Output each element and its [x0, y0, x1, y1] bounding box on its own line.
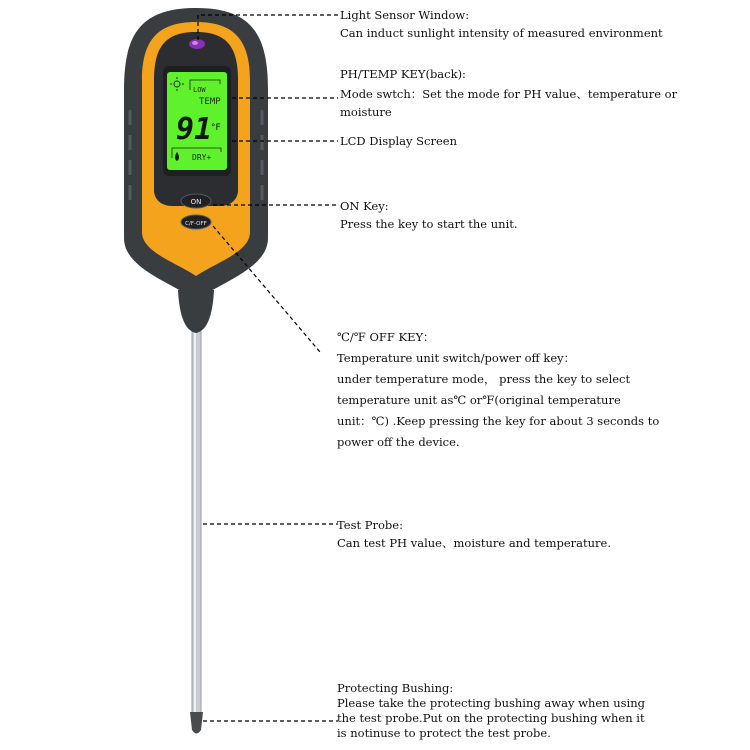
lcd-dry-label: DRY+ — [192, 153, 212, 162]
ph-temp-key-desc-cont: moisture — [340, 105, 392, 119]
cf-off-key-line2: under temperature mode， press the key to select — [337, 372, 631, 386]
ph-temp-key-desc: Mode swtch：Set the mode for PH value、temperature or — [340, 87, 678, 101]
annotation-light-sensor — [340, 6, 663, 42]
ph-temp-key-title: PH/TEMP KEY(back): — [340, 67, 466, 81]
annotation-lcd-screen — [340, 132, 457, 150]
bushing-line1: Please take the protecting bushing away when using — [337, 696, 645, 710]
lcd-low-label: LOW — [193, 86, 206, 94]
annotation-bushing — [337, 681, 645, 741]
lcd-unit: °F — [211, 123, 221, 133]
test-probe — [192, 330, 201, 715]
cf-off-key-line3: temperature unit as℃ or℉(original temperature — [337, 393, 621, 407]
on-key-desc: Press the key to start the unit. — [340, 217, 518, 231]
test-probe-desc: Can test PH value、moisture and temperature. — [337, 536, 612, 550]
cf-off-key-line1: Temperature unit switch/power off key： — [337, 351, 576, 365]
cf-off-key-title: ℃/℉ OFF KEY： — [337, 330, 435, 344]
annotation-on-key — [340, 197, 518, 233]
cf-off-key-line4: unit：℃) .Keep pressing the key for about 3 seconds to — [337, 414, 660, 428]
light-sensor-title: Light Sensor Window: — [340, 8, 470, 22]
on-key-title: ON Key: — [340, 199, 389, 213]
protecting-bushing — [190, 712, 203, 734]
lcd-screen-title: LCD Display Screen — [340, 134, 457, 148]
cf-off-key-line5: power off the device. — [337, 435, 460, 449]
lcd-reading: 91 — [176, 112, 213, 147]
lcd-temp-label: TEMP — [199, 97, 221, 107]
test-probe-title: Test Probe: — [337, 518, 403, 532]
annotation-cf-off-key — [337, 327, 659, 453]
annotation-ph-temp-key — [340, 65, 677, 121]
annotation-test-probe — [337, 516, 611, 552]
cf-off-key-label: C/F-OFF — [185, 221, 207, 227]
light-sensor-desc: Can induct sunlight intensity of measured environment — [340, 26, 663, 40]
bushing-line3: is notinuse to protect the test probe. — [337, 726, 551, 740]
bushing-title: Protecting Bushing: — [337, 681, 454, 695]
bushing-line2: the test probe.Put on the protecting bushing when it — [337, 711, 645, 725]
on-key-label: ON — [190, 198, 202, 206]
